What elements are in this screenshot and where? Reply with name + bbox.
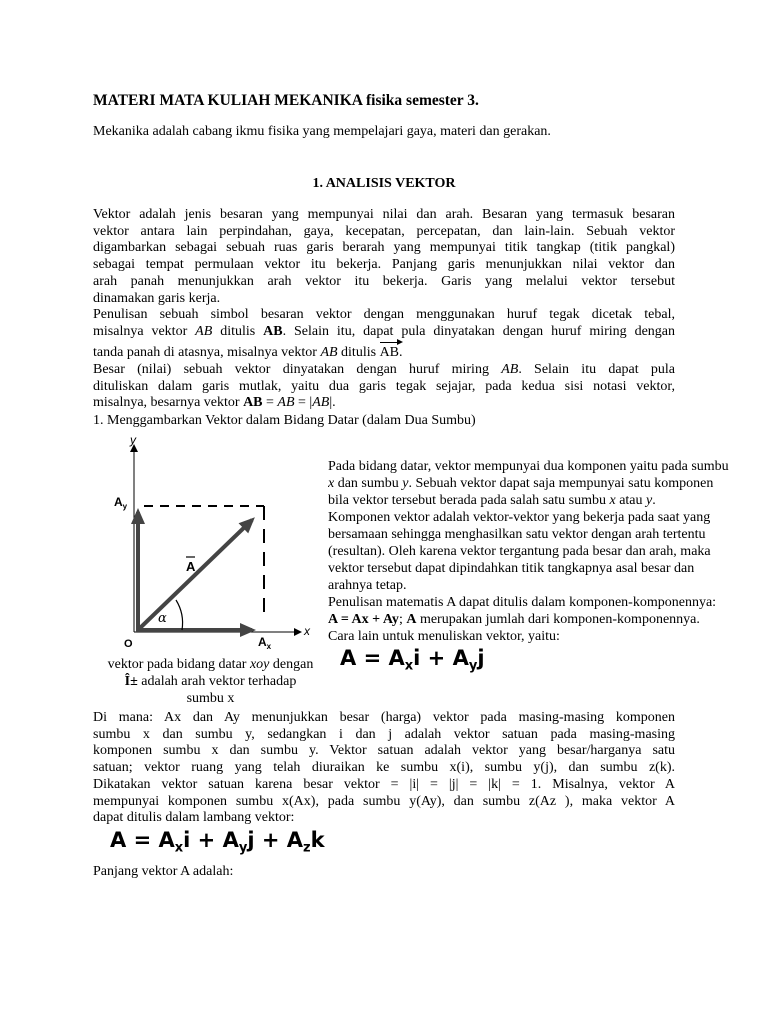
x-axis-label: x xyxy=(304,624,310,638)
closing-text: Panjang vektor A adalah: xyxy=(93,864,234,879)
text-line: Cara lain untuk menuliskan vektor, yaitu: xyxy=(328,629,560,644)
text-line: Pada bidang datar, vektor mempunyai dua komponen yaitu pada sumbu xyxy=(328,459,729,474)
origin-label: O xyxy=(124,638,133,650)
text-line: dituliskan dalam garis mutlak, yaitu dua garis tegak sejajar, pada kedua sisi notasi vektor, xyxy=(93,378,675,394)
vector-a-arrow xyxy=(140,520,252,628)
text-line: sebagai tempat permulaan vektor itu bekerja. Panjang garis menunjukkan nilai vektor dan xyxy=(93,257,675,273)
caption-line: Î± adalah arah vektor terhadap xyxy=(124,674,297,689)
text-line: Besar (nilai) sebuah vektor dinyatakan dengan huruf miring AB. Selain itu dapat pula xyxy=(93,362,675,377)
vector-arrow-notation: AB xyxy=(379,345,400,361)
paragraph-magnitude xyxy=(93,362,675,412)
diagram-caption xyxy=(93,656,328,707)
text-line: misalnya, besarnya vektor AB = AB = |AB|. xyxy=(93,395,336,411)
text-line: satuan; vektor ruang yang telah diuraikan ke sumbu x(i), sumbu y(j), dan sumbu z(k). xyxy=(93,760,675,776)
text-line: bersamaan sehingga menghasilkan satu vektor dengan arah tertentu xyxy=(328,527,706,542)
text-line: arah panah menunjukkan arah vektor itu bekerja. Garis yang melalui vektor tersebut xyxy=(93,273,675,289)
caption-line: vektor pada bidang datar xoy dengan xyxy=(107,657,314,672)
formula-3d-vector: $A = A_xi + A_yj + A_zk$ xyxy=(110,828,325,856)
vector-diagram xyxy=(100,432,322,654)
angle-alpha-label: α xyxy=(158,611,167,626)
paragraph-vector-definition xyxy=(93,207,675,307)
text-line: vektor antara lain perpindahan, gaya, kecepatan, percepatan, dan lain-lain. Sebuah vektor xyxy=(93,223,675,239)
title-main: MATERI MATA KULIAH MEKANIKA xyxy=(93,92,363,109)
text-line: tanda panah di atasnya, misalnya vektor AB ditulis AB. xyxy=(93,345,403,361)
subsection-heading: 1. Menggambarkan Vektor dalam Bidang Datar (dalam Dua Sumbu) xyxy=(93,413,476,428)
caption-line: sumbu x xyxy=(186,691,235,706)
paragraph-notation xyxy=(93,307,675,362)
text-line: Di mana: Ax dan Ay menunjukkan besar (harga) vektor pada masing-masing komponen xyxy=(93,710,675,725)
title-rest: fisika semester 3. xyxy=(362,92,479,109)
section-heading: 1. ANALISIS VEKTOR xyxy=(312,176,456,191)
text-line: Komponen vektor adalah vektor-vektor yang bekerja pada saat yang xyxy=(328,510,711,525)
formula-2d-vector: $A = A_xi + A_yj$ xyxy=(340,646,485,674)
text-line: x dan sumbu y. Sebuah vektor dapat saja mempunyai satu komponen xyxy=(328,476,714,491)
text-line: dinamakan garis kerja. xyxy=(93,290,221,306)
text-line: sumbu x dan sumbu y, sedangkan i dan j adalah vektor satuan pada masing-masing xyxy=(93,726,675,742)
intro-text: Mekanika adalah cabang ikmu fisika yang mempelajari gaya, materi dan gerakan. xyxy=(93,124,551,139)
ay-label: $A_y$ xyxy=(114,495,128,511)
text-line: komponen sumbu x dan sumbu y. Vektor satuan adalah vektor yang besar/harganya satu xyxy=(93,743,675,759)
y-axis-label: y xyxy=(130,433,136,447)
text-line: arahnya tetap. xyxy=(328,578,407,593)
text-line: vektor tersebut dapat dipindahkan titik tangkapnya asal besar dan xyxy=(328,561,695,576)
right-column-text xyxy=(328,458,768,645)
paragraph-unit-vectors xyxy=(93,710,675,827)
text-line: Penulisan matematis A dapat ditulis dalam komponen-komponennya: xyxy=(328,595,717,610)
text-line: Penulisan sebuah simbol besaran vektor dengan menggunakan huruf tegak dicetak tebal, xyxy=(93,307,675,322)
text-line: Vektor adalah jenis besaran yang mempunyai nilai dan arah. Besaran yang termasuk besaran xyxy=(93,207,675,222)
text-line: misalnya vektor AB ditulis AB. Selain itu, dapat pula dinyatakan dengan huruf miring dengan xyxy=(93,323,675,339)
text-line: mempunyai komponen sumbu x(Ax), pada sumbu y(Ay), dan sumbu z(Az ), maka vektor A xyxy=(93,793,675,809)
page-title xyxy=(93,92,479,110)
text-line: Dikatakan vektor satuan karena besar vektor = |i| = |j| = |k| = 1. Misalnya, vektor A xyxy=(93,776,675,792)
vector-a-label: A xyxy=(186,559,196,574)
text-line: digambarkan sebagai sebuah ruas garis berarah yang mempunyai titik tangkap (titik pangkal) xyxy=(93,240,675,256)
text-line: A = Ax + Ay; A merupakan jumlah dari komponen-komponennya. xyxy=(328,612,700,627)
ax-label: $A_x$ xyxy=(258,635,272,651)
text-line: dapat ditulis dalam lambang vektor: xyxy=(93,810,295,826)
text-line: bila vektor tersebut berada pada salah satu sumbu x atau y. xyxy=(328,493,656,508)
angle-arc xyxy=(176,600,183,630)
text-line: (resultan). Oleh karena vektor tergantung pada besar dan arah, maka xyxy=(328,544,711,559)
